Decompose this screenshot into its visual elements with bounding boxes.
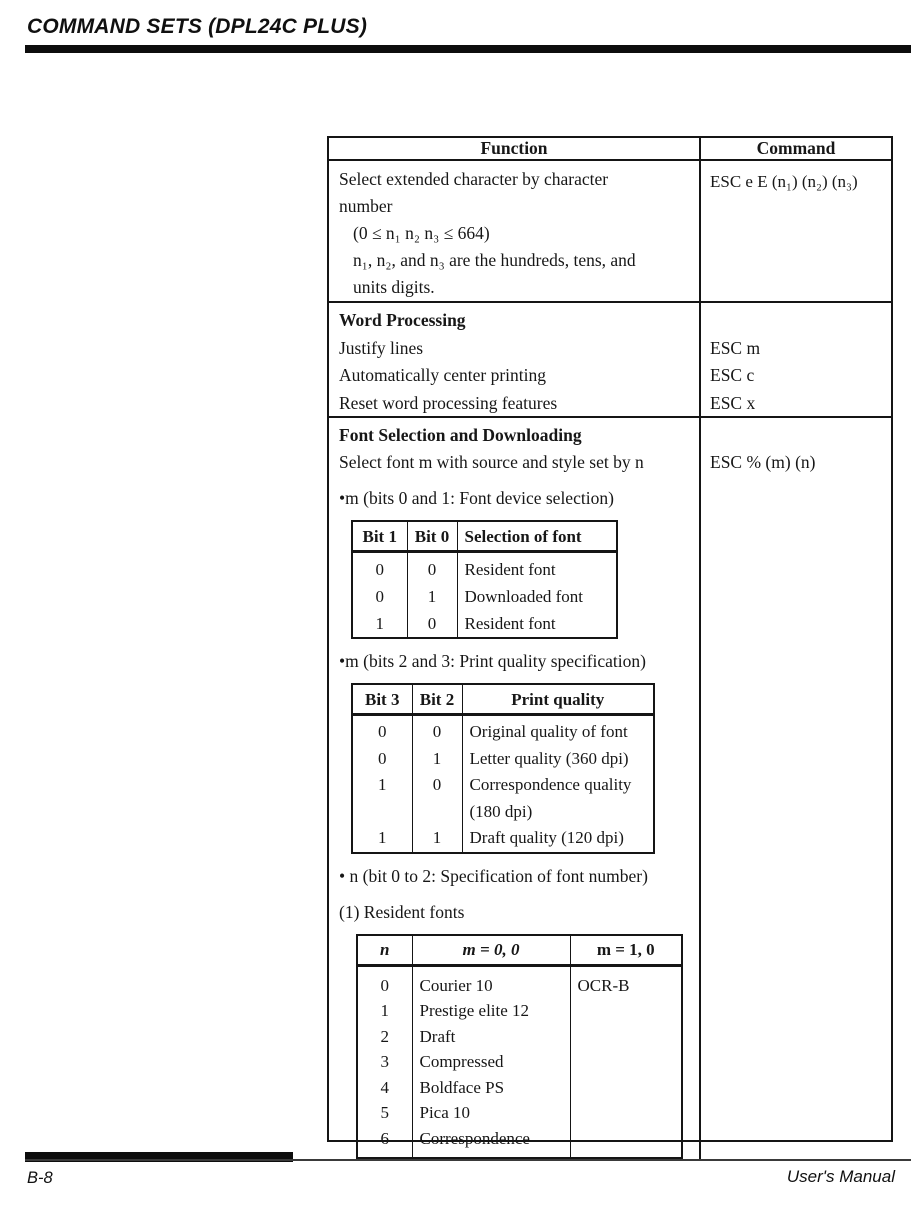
quality-cell: 1 bbox=[378, 828, 387, 847]
word-processing-heading: Word Processing bbox=[339, 310, 466, 330]
quality-header-bit2: Bit 2 bbox=[412, 684, 462, 715]
device-cell: Resident font bbox=[457, 610, 617, 638]
command-table bbox=[327, 136, 893, 1148]
wp-item-label: Justify lines bbox=[339, 337, 424, 358]
table-row bbox=[352, 825, 654, 853]
resident-cell: Compressed bbox=[412, 1049, 570, 1075]
table-row bbox=[357, 1100, 682, 1126]
resident-header-row bbox=[357, 935, 682, 966]
resident-cell: 4 bbox=[380, 1077, 389, 1097]
device-cell: 0 bbox=[407, 552, 457, 584]
resident-fonts-table bbox=[356, 934, 683, 1160]
resident-cell: Correspondence bbox=[412, 1126, 570, 1159]
footer-rule bbox=[25, 1159, 911, 1161]
resident-cell bbox=[570, 1075, 682, 1101]
resident-header-m10: m = 1, 0 bbox=[570, 935, 682, 966]
extended-character-function bbox=[329, 161, 699, 301]
resident-cell: Boldface PS bbox=[412, 1075, 570, 1101]
device-header-row bbox=[352, 521, 617, 552]
print-quality-table bbox=[351, 683, 655, 854]
row-word-processing bbox=[329, 303, 891, 418]
resident-cell: 6 bbox=[380, 1128, 389, 1148]
wp-item-command: ESC c bbox=[710, 365, 755, 385]
table-row bbox=[357, 998, 682, 1024]
resident-cell: 5 bbox=[380, 1103, 389, 1122]
quality-cell: Draft quality (120 dpi) bbox=[462, 825, 654, 853]
quality-cell: Letter quality (360 dpi) bbox=[462, 746, 654, 773]
device-cell: Resident font bbox=[457, 552, 617, 584]
resident-cell: Prestige elite 12 bbox=[412, 998, 570, 1024]
font-selection-function bbox=[329, 418, 699, 1159]
page-title: COMMAND SETS (DPL24C PLUS) bbox=[27, 15, 368, 38]
quality-cell: 0 bbox=[378, 722, 387, 741]
resident-cell: 0 bbox=[380, 975, 389, 995]
wp-item-label: Reset word processing features bbox=[339, 392, 558, 413]
wp-item-command: ESC m bbox=[710, 337, 761, 358]
extended-range: (0 ≤ n₁ n₂ n₃ ≤ 664) bbox=[353, 223, 490, 243]
bullet-m-quality: •m (bits 2 and 3: Print quality specification) bbox=[339, 651, 646, 671]
table-row bbox=[352, 715, 654, 746]
wp-item-command: ESC x bbox=[710, 392, 756, 413]
column-header-command: Command bbox=[699, 138, 891, 159]
font-selection-command: ESC % (m) (n) bbox=[699, 418, 891, 1159]
resident-cell bbox=[570, 1024, 682, 1050]
quality-header-bit3: Bit 3 bbox=[352, 684, 412, 715]
device-header-bit0: Bit 0 bbox=[407, 521, 457, 552]
device-cell: 0 bbox=[375, 587, 384, 606]
resident-header-n: n bbox=[357, 935, 412, 966]
font-device-table bbox=[351, 520, 618, 639]
table-row bbox=[357, 1024, 682, 1050]
extended-character-command: ESC e E (n₁) (n₂) (n₃) bbox=[699, 161, 891, 301]
resident-header-m00: m = 0, 0 bbox=[412, 935, 570, 966]
bullet-m-device: •m (bits 0 and 1: Font device selection) bbox=[339, 488, 614, 508]
quality-cell: 0 bbox=[412, 772, 462, 825]
resident-cell: Pica 10 bbox=[412, 1100, 570, 1126]
extended-line-1: Select extended character by character bbox=[339, 169, 609, 189]
quality-cell: 0 bbox=[378, 748, 387, 768]
row-extended-character bbox=[329, 161, 891, 303]
table-row bbox=[352, 746, 654, 773]
table-row bbox=[357, 1049, 682, 1075]
quality-cell: 0 bbox=[412, 715, 462, 746]
font-select-line: Select font m with source and style set by n bbox=[339, 452, 644, 472]
resident-cell bbox=[570, 1100, 682, 1126]
resident-cell: 3 bbox=[380, 1052, 389, 1071]
page-number: B-8 bbox=[27, 1169, 53, 1187]
extended-note-2: units digits. bbox=[353, 277, 435, 297]
table-row bbox=[357, 1075, 682, 1101]
resident-cell: 1 bbox=[380, 1001, 389, 1020]
device-cell: Downloaded font bbox=[457, 583, 617, 610]
quality-cell: 1 bbox=[378, 775, 387, 794]
quality-cell: 1 bbox=[412, 825, 462, 853]
device-cell: 1 bbox=[407, 583, 457, 610]
quality-cell: 1 bbox=[412, 746, 462, 773]
device-header-bit1: Bit 1 bbox=[352, 521, 407, 552]
resident-cell: Courier 10 bbox=[412, 965, 570, 998]
resident-cell: OCR-B bbox=[570, 965, 682, 998]
resident-cell bbox=[570, 1049, 682, 1075]
font-selection-heading: Font Selection and Downloading bbox=[339, 425, 582, 445]
resident-cell: 2 bbox=[380, 1026, 389, 1046]
table-header-row bbox=[329, 138, 891, 161]
device-cell: 0 bbox=[407, 610, 457, 638]
table-row bbox=[357, 1126, 682, 1159]
table-row bbox=[352, 610, 617, 638]
device-header-selection: Selection of font bbox=[457, 521, 617, 552]
column-header-function: Function bbox=[480, 138, 548, 158]
extended-line-2: number bbox=[339, 196, 393, 216]
quality-cell: Original quality of font bbox=[462, 715, 654, 746]
quality-header-print: Print quality bbox=[462, 684, 654, 715]
word-processing-commands bbox=[699, 303, 891, 416]
wp-command-spacer bbox=[710, 307, 887, 335]
manual-label: User's Manual bbox=[786, 1167, 895, 1186]
table-row bbox=[352, 583, 617, 610]
resident-fonts-label: (1) Resident fonts bbox=[339, 901, 465, 922]
wp-item-label: Automatically center printing bbox=[339, 365, 547, 385]
resident-cell: Draft bbox=[412, 1024, 570, 1050]
title-rule bbox=[25, 45, 911, 53]
word-processing-function bbox=[329, 303, 699, 416]
quality-cell: Correspondence quality (180 dpi) bbox=[462, 772, 654, 825]
resident-cell bbox=[570, 998, 682, 1024]
table-row bbox=[357, 965, 682, 998]
resident-cell bbox=[570, 1126, 682, 1159]
quality-header-row bbox=[352, 684, 654, 715]
row-font-selection bbox=[329, 418, 891, 1159]
extended-note-1: n₁, n₂, and n₃ are the hundreds, tens, and bbox=[353, 250, 636, 270]
table-row bbox=[352, 772, 654, 825]
device-cell: 1 bbox=[375, 614, 384, 633]
bullet-n-fontnumber: • n (bit 0 to 2: Specification of font number) bbox=[339, 865, 648, 886]
device-cell: 0 bbox=[375, 560, 384, 579]
table-row bbox=[352, 552, 617, 584]
